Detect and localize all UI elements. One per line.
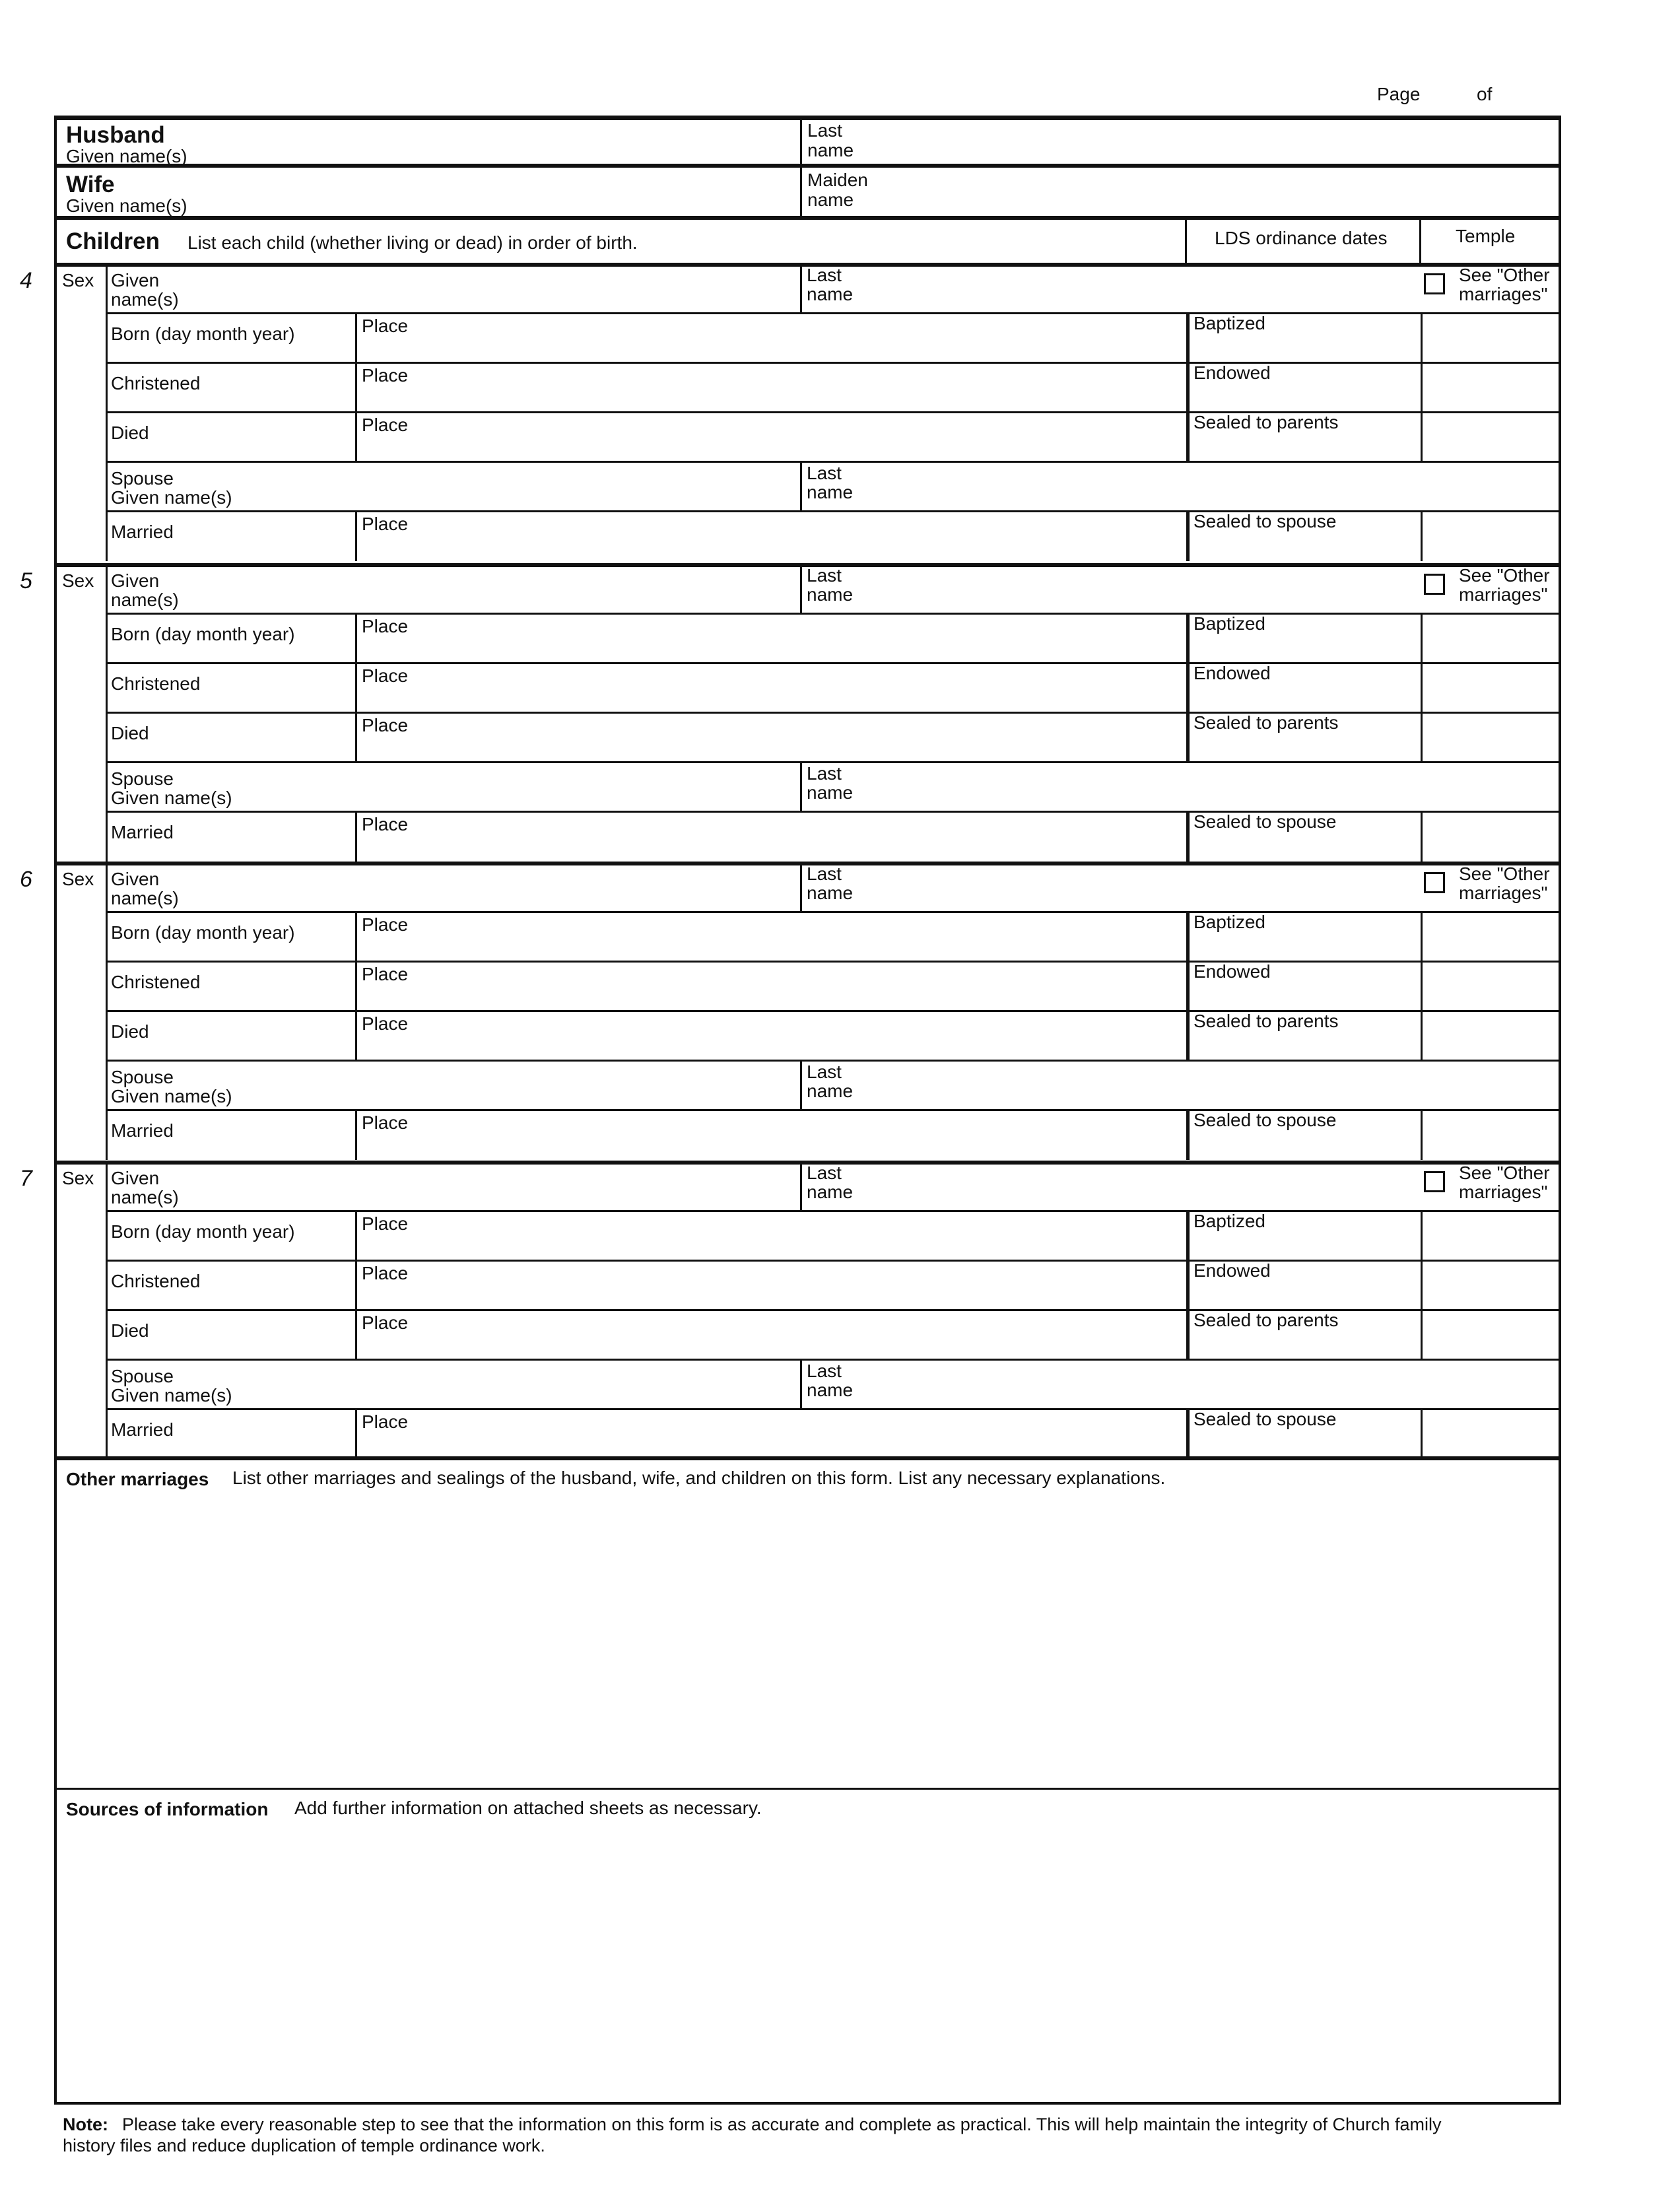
child-given-field[interactable]: [211, 1165, 792, 1207]
born-place-field[interactable]: [428, 915, 1174, 956]
child-number-4: 4: [20, 268, 32, 293]
christened-place-field[interactable]: [428, 1264, 1174, 1304]
note-label: Note:: [63, 2115, 108, 2134]
column-line: [800, 1161, 802, 1210]
sources-divider: [54, 1788, 1561, 1790]
sealed-spouse-temple-field[interactable]: [1425, 815, 1557, 857]
sealed-spouse-temple-field[interactable]: [1425, 1113, 1557, 1155]
sealed-parents-temple-field[interactable]: [1425, 1313, 1557, 1354]
last-label-2: name: [807, 1182, 854, 1202]
place-label: Place: [362, 1312, 409, 1333]
given-label-2: name(s): [111, 888, 179, 908]
rule-line: [106, 411, 1561, 413]
sex-field[interactable]: [110, 267, 149, 309]
died-place-field[interactable]: [428, 1014, 1174, 1055]
spouse-given-label: Given name(s): [111, 487, 232, 508]
endowed-label: Endowed: [1193, 663, 1271, 683]
husband-last-label-2: name: [807, 140, 854, 160]
column-line: [355, 1408, 357, 1459]
column-line: [1421, 911, 1423, 1060]
see-other-label: See "Other: [1459, 565, 1550, 586]
sources-field[interactable]: [66, 1825, 1551, 2096]
rule-line: [106, 1109, 1561, 1111]
sealed-spouse-temple-field[interactable]: [1425, 514, 1557, 557]
wife-maiden-label-2: name: [807, 189, 854, 210]
given-label-2: name(s): [111, 1187, 179, 1207]
rule-line: [106, 811, 1561, 813]
last-label-2: name: [807, 284, 854, 304]
endowed-label: Endowed: [1193, 1260, 1271, 1281]
christened-label: Christened: [111, 373, 201, 393]
child-given-field[interactable]: [211, 865, 792, 908]
sealed-parents-label: Sealed to parents: [1193, 412, 1339, 432]
rule-line: [106, 1408, 1561, 1410]
baptized-label: Baptized: [1193, 912, 1265, 932]
wife-title: Wife: [66, 172, 115, 197]
last-label-2: name: [807, 883, 854, 903]
place-label: Place: [362, 665, 409, 686]
child-given-field[interactable]: [211, 267, 792, 309]
rule-line: [106, 961, 1561, 963]
sex-label: Sex: [62, 270, 94, 290]
place-label: Place: [362, 415, 409, 435]
spouse-given-label: Given name(s): [111, 1086, 232, 1106]
sex-label: Sex: [62, 570, 94, 591]
of-label: of: [1477, 84, 1493, 104]
rule-line: [106, 1010, 1561, 1012]
husband-given-label: Given name(s): [66, 146, 187, 166]
column-line: [1421, 1408, 1423, 1459]
died-label: Died: [111, 1021, 149, 1042]
born-place-field[interactable]: [428, 617, 1174, 658]
column-line: [355, 510, 357, 561]
last-label: Last: [807, 565, 842, 586]
sealed-spouse-label: Sealed to spouse: [1193, 1409, 1337, 1429]
endowed-label: Endowed: [1193, 362, 1271, 383]
rule-line: [106, 613, 1561, 615]
spouse-last-label: Last: [807, 463, 842, 483]
husband-last-field[interactable]: [878, 122, 1551, 160]
see-other-marriages-checkbox[interactable]: [1424, 872, 1445, 893]
married-label: Married: [111, 1120, 174, 1141]
column-line: [1186, 613, 1190, 761]
spouse-label: Spouse: [111, 768, 174, 789]
see-other-label: See "Other: [1459, 1163, 1550, 1183]
spouse-last-label: Last: [807, 1361, 842, 1381]
married-label: Married: [111, 822, 174, 842]
rule-line: [106, 362, 1561, 364]
married-place-field[interactable]: [428, 815, 1174, 857]
column-line: [800, 761, 802, 811]
column-line: [355, 613, 357, 761]
sealed-spouse-temple-field[interactable]: [1425, 1412, 1557, 1454]
spouse-given-field[interactable]: [264, 765, 792, 807]
column-line: [800, 263, 802, 312]
spouse-last-label-2: name: [807, 1081, 854, 1101]
given-label: Given: [111, 570, 160, 591]
see-other-label-2: marriages": [1459, 1182, 1548, 1202]
baptized-temple-field[interactable]: [1425, 1214, 1557, 1255]
children-instruction: List each child (whether living or dead) in order of birth.: [187, 232, 638, 253]
place-label: Place: [362, 616, 409, 636]
sex-field[interactable]: [110, 865, 149, 908]
last-label: Last: [807, 863, 842, 884]
baptized-label: Baptized: [1193, 1211, 1265, 1231]
other-marriages-divider: [54, 1456, 1561, 1460]
place-label: Place: [362, 715, 409, 735]
column-line: [1186, 510, 1190, 561]
spouse-last-label: Last: [807, 1062, 842, 1082]
column-line: [1186, 911, 1190, 1060]
spouse-given-field[interactable]: [264, 1363, 792, 1405]
other-marriages-instruction: List other marriages and sealings of the husband, wife, and children on this form. List any necessary explanations.: [232, 1468, 1166, 1488]
wife-given-label: Given name(s): [66, 195, 187, 216]
rule-line: [106, 712, 1561, 714]
child-number-6: 6: [20, 867, 32, 892]
place-label: Place: [362, 1213, 409, 1234]
spouse-given-field[interactable]: [264, 1064, 792, 1106]
place-label: Place: [362, 1013, 409, 1034]
column-line: [1186, 1109, 1190, 1160]
column-line: [355, 1210, 357, 1359]
spouse-last-label-2: name: [807, 782, 854, 803]
spouse-given-label: Given name(s): [111, 1385, 232, 1405]
married-place-field[interactable]: [428, 514, 1174, 557]
child-number-5: 5: [20, 568, 32, 593]
place-label: Place: [362, 964, 409, 984]
column-line: [800, 461, 802, 510]
spouse-label: Spouse: [111, 1067, 174, 1087]
place-label: Place: [362, 365, 409, 386]
died-place-field[interactable]: [428, 415, 1174, 456]
sealed-spouse-label: Sealed to spouse: [1193, 1110, 1337, 1130]
column-line: [1186, 811, 1190, 862]
column-line: [1421, 510, 1423, 561]
page-label: Page: [1377, 84, 1421, 104]
column-line: [800, 1060, 802, 1109]
sealed-spouse-label: Sealed to spouse: [1193, 811, 1337, 832]
spouse-last-field[interactable]: [878, 1064, 1551, 1106]
married-place-field[interactable]: [428, 1412, 1174, 1454]
rule-line: [106, 510, 1561, 512]
spouse-last-field[interactable]: [878, 1363, 1551, 1405]
married-place-field[interactable]: [428, 1113, 1174, 1155]
child-number-7: 7: [20, 1166, 32, 1191]
column-line: [355, 1109, 357, 1160]
born-label: Born (day month year): [111, 323, 295, 344]
place-label: Place: [362, 514, 409, 534]
see-other-label: See "Other: [1459, 863, 1550, 884]
husband-given-field[interactable]: [264, 122, 792, 160]
born-label: Born (day month year): [111, 624, 295, 644]
christened-place-field[interactable]: [428, 965, 1174, 1005]
see-other-marriages-checkbox[interactable]: [1424, 574, 1445, 595]
endowed-temple-field[interactable]: [1425, 366, 1557, 407]
born-place-field[interactable]: [428, 316, 1174, 357]
column-line: [355, 811, 357, 862]
see-other-label: See "Other: [1459, 265, 1550, 285]
place-label: Place: [362, 814, 409, 834]
column-line: [1421, 811, 1423, 862]
sex-field[interactable]: [110, 567, 149, 609]
christened-label: Christened: [111, 972, 201, 992]
see-other-label-2: marriages": [1459, 284, 1548, 304]
endowed-label: Endowed: [1193, 961, 1271, 982]
given-label: Given: [111, 1168, 160, 1188]
column-line: [1186, 1210, 1190, 1359]
place-label: Place: [362, 1112, 409, 1133]
column-line: [1186, 1408, 1190, 1459]
spouse-last-label-2: name: [807, 1380, 854, 1400]
died-place-field[interactable]: [428, 1313, 1174, 1354]
place-label: Place: [362, 316, 409, 336]
christened-place-field[interactable]: [428, 666, 1174, 707]
other-marriages-field[interactable]: [66, 1495, 1551, 1786]
given-label-2: name(s): [111, 590, 179, 610]
baptized-temple-field[interactable]: [1425, 915, 1557, 956]
column-line: [1421, 613, 1423, 761]
given-label: Given: [111, 869, 160, 889]
last-label: Last: [807, 265, 842, 285]
sex-field[interactable]: [110, 1165, 149, 1207]
see-other-label-2: marriages": [1459, 584, 1548, 605]
column-line: [1421, 312, 1423, 461]
column-line: [1421, 1109, 1423, 1160]
child-given-field[interactable]: [211, 567, 792, 609]
temple-label: Temple: [1456, 226, 1516, 246]
spouse-given-label: Given name(s): [111, 788, 232, 808]
last-label: Last: [807, 1163, 842, 1183]
spouse-last-label: Last: [807, 763, 842, 784]
husband-last-label: Last: [807, 120, 842, 141]
child-last-field[interactable]: [878, 567, 1413, 609]
column-line: [355, 911, 357, 1060]
rule-line: [106, 1309, 1561, 1311]
born-label: Born (day month year): [111, 922, 295, 943]
baptized-temple-field[interactable]: [1425, 316, 1557, 357]
sealed-parents-temple-field[interactable]: [1425, 716, 1557, 757]
child-last-field[interactable]: [878, 267, 1413, 309]
died-label: Died: [111, 723, 149, 743]
sealed-spouse-label: Sealed to spouse: [1193, 511, 1337, 531]
place-label: Place: [362, 1411, 409, 1432]
died-label: Died: [111, 1320, 149, 1341]
rule-line: [106, 1210, 1561, 1212]
spouse-last-label-2: name: [807, 482, 854, 502]
sealed-parents-temple-field[interactable]: [1425, 415, 1557, 456]
rule-line: [106, 312, 1561, 314]
rule-line: [106, 911, 1561, 913]
married-label: Married: [111, 522, 174, 542]
spouse-last-field[interactable]: [878, 765, 1551, 807]
note-line-2: history files and reduce duplication of temple ordinance work.: [63, 2136, 545, 2155]
note-line-1: Please take every reasonable step to see that the information on this form is as accurate and complete as practical. This will help maintain the integrity of Church family: [122, 2115, 1442, 2134]
sources-title: Sources of information: [66, 1799, 269, 1819]
christened-label: Christened: [111, 1271, 201, 1291]
rule-line: [106, 1260, 1561, 1262]
see-other-marriages-checkbox[interactable]: [1424, 1171, 1445, 1192]
other-marriages-title: Other marriages: [66, 1469, 209, 1489]
children-title: Children: [66, 228, 160, 254]
place-label: Place: [362, 1263, 409, 1283]
column-line: [800, 563, 802, 613]
last-label-2: name: [807, 584, 854, 605]
spouse-label: Spouse: [111, 468, 174, 489]
given-label: Given: [111, 270, 160, 290]
wife-maiden-field[interactable]: [878, 170, 1551, 211]
see-other-label-2: marriages": [1459, 883, 1548, 903]
given-label-2: name(s): [111, 289, 179, 310]
column-line: [1421, 1210, 1423, 1359]
born-place-field[interactable]: [428, 1214, 1174, 1255]
sealed-parents-label: Sealed to parents: [1193, 1310, 1339, 1330]
child-last-field[interactable]: [878, 1165, 1413, 1207]
column-line: [800, 1359, 802, 1408]
column-line: [800, 862, 802, 911]
column-line: [1186, 312, 1190, 461]
spouse-given-field[interactable]: [264, 465, 792, 507]
endowed-temple-field[interactable]: [1425, 666, 1557, 707]
sex-label: Sex: [62, 1168, 94, 1188]
rule-line: [106, 662, 1561, 664]
sex-label: Sex: [62, 869, 94, 889]
christened-label: Christened: [111, 673, 201, 694]
sealed-parents-label: Sealed to parents: [1193, 1011, 1339, 1031]
baptized-label: Baptized: [1193, 613, 1265, 634]
spouse-label: Spouse: [111, 1366, 174, 1386]
endowed-temple-field[interactable]: [1425, 1264, 1557, 1304]
christened-place-field[interactable]: [428, 366, 1174, 407]
wife-given-field[interactable]: [264, 170, 792, 211]
sources-instruction: Add further information on attached sheets as necessary.: [294, 1798, 762, 1818]
column-line: [355, 312, 357, 461]
wife-maiden-label: Maiden: [807, 170, 868, 190]
child-last-field[interactable]: [878, 865, 1413, 908]
husband-title: Husband: [66, 122, 165, 148]
sealed-parents-temple-field[interactable]: [1425, 1014, 1557, 1055]
see-other-marriages-checkbox[interactable]: [1424, 273, 1445, 294]
baptized-label: Baptized: [1193, 313, 1265, 333]
lds-dates-label: LDS ordinance dates: [1215, 228, 1388, 248]
endowed-temple-field[interactable]: [1425, 965, 1557, 1005]
spouse-last-field[interactable]: [878, 465, 1551, 507]
place-label: Place: [362, 914, 409, 935]
died-place-field[interactable]: [428, 716, 1174, 757]
born-label: Born (day month year): [111, 1221, 295, 1242]
baptized-temple-field[interactable]: [1425, 617, 1557, 658]
died-label: Died: [111, 423, 149, 443]
married-label: Married: [111, 1419, 174, 1440]
sealed-parents-label: Sealed to parents: [1193, 712, 1339, 733]
